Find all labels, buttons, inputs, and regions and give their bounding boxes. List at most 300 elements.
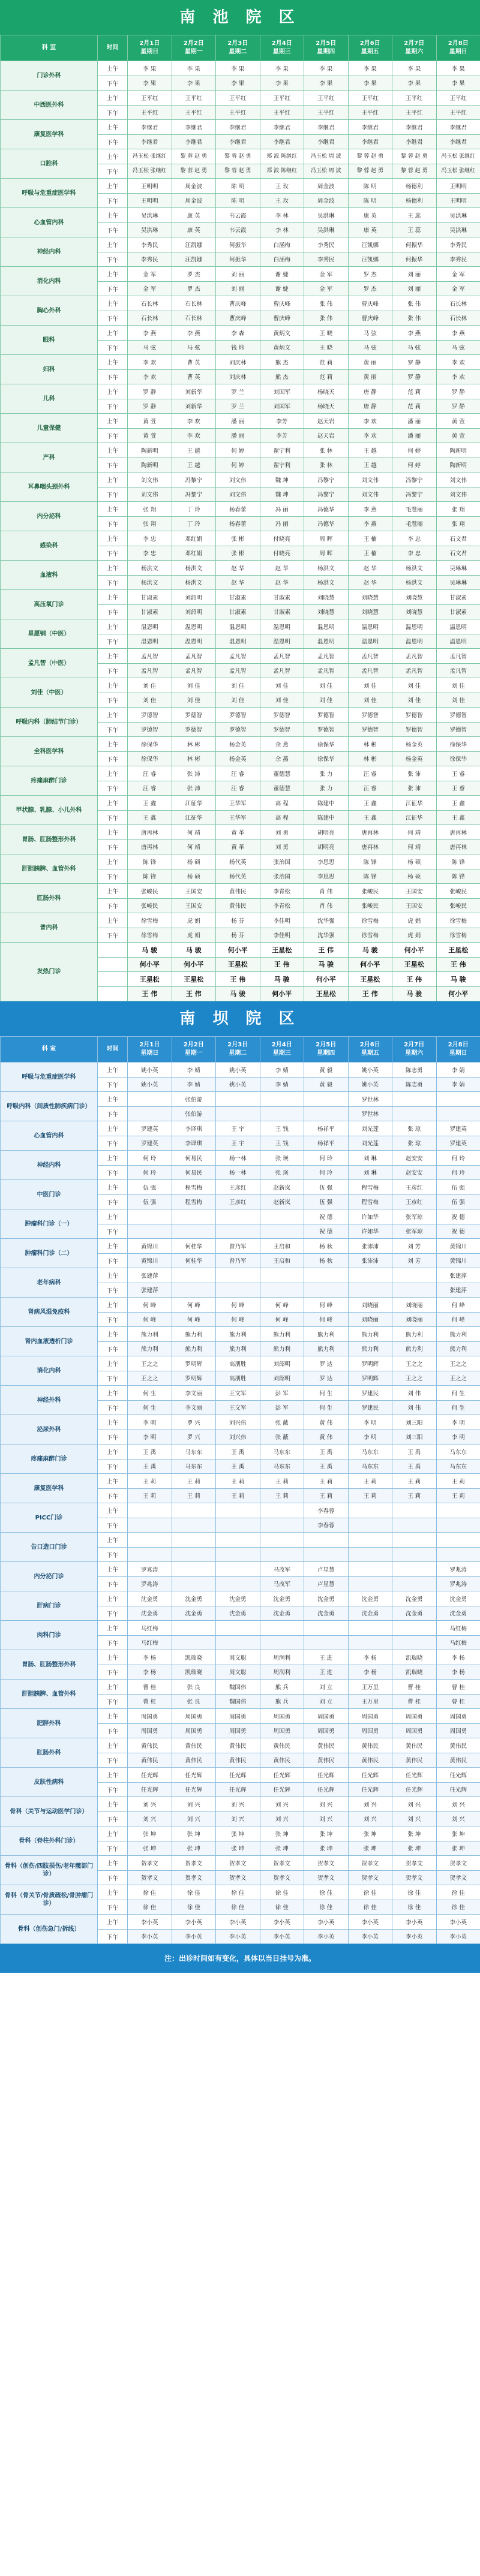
- session-time: 上午: [98, 1885, 128, 1900]
- doctor-cell: 任光辉: [304, 1782, 349, 1797]
- doctor-cell: 李 果: [436, 76, 480, 91]
- doctor-cell: 何 婷: [392, 458, 437, 473]
- doctor-cell: 马东东: [260, 1459, 304, 1474]
- doctor-cell: 刘 芳: [392, 1239, 437, 1254]
- table-row: [1, 1856, 480, 1871]
- doctor-cell: 张 瑛: [260, 1151, 304, 1166]
- doctor-cell: 李 杨: [436, 1650, 480, 1665]
- doctor-cell: 吴洪琳: [304, 208, 349, 223]
- doctor-cell: 王 鑫: [128, 796, 172, 811]
- doctor-cell: 范 莉: [392, 399, 437, 414]
- doctor-cell: 黄 革: [216, 839, 260, 854]
- doctor-cell: 李 欢: [128, 369, 172, 384]
- doctor-cell: 罗明辉: [348, 1371, 392, 1386]
- doctor-cell: 李继君: [348, 120, 392, 135]
- doctor-cell: 陈志勇: [392, 1077, 437, 1092]
- doctor-cell: 潘 丽: [216, 428, 260, 443]
- doctor-cell: 何 峰: [216, 1298, 260, 1313]
- doctor-cell: 张 坤: [260, 1841, 304, 1856]
- doctor-cell: 黄伟民: [216, 884, 260, 899]
- doctor-cell: 何易民: [172, 1165, 216, 1180]
- doctor-cell: 刘 兴: [172, 1797, 216, 1812]
- header-weekday: 星期四: [317, 49, 335, 55]
- doctor-cell: 虎 娟: [172, 913, 216, 928]
- doctor-cell: 程雪梅: [172, 1180, 216, 1195]
- department-name: 神经内科: [1, 237, 98, 267]
- doctor-cell: 李佳明: [260, 913, 304, 928]
- doctor-cell: 李继君: [436, 134, 480, 149]
- doctor-cell: 甘淑素: [436, 604, 480, 619]
- table-row: [1, 414, 480, 429]
- doctor-cell: 何 峰: [172, 1312, 216, 1327]
- doctor-cell: 马 骏: [304, 957, 349, 972]
- doctor-cell: 王明明: [128, 193, 172, 208]
- doctor-cell: [348, 1533, 392, 1548]
- doctor-cell: 李 果: [304, 61, 349, 76]
- session-time: 上午: [98, 443, 128, 458]
- doctor-cell: 刘文伟: [216, 487, 260, 502]
- doctor-cell: 刘 佳: [216, 693, 260, 708]
- doctor-cell: 温恩明: [216, 619, 260, 634]
- table-row: [1, 1768, 480, 1783]
- doctor-cell: 徐 佳: [392, 1900, 437, 1915]
- doctor-cell: 黄锦川: [128, 1239, 172, 1254]
- doctor-cell: 何 生: [436, 1386, 480, 1401]
- doctor-cell: 陈 明: [216, 179, 260, 194]
- doctor-cell: 李继君: [128, 120, 172, 135]
- doctor-cell: 刘 立: [304, 1694, 349, 1709]
- doctor-cell: 王 睿: [436, 766, 480, 781]
- doctor-cell: 罗建民: [348, 1400, 392, 1415]
- doctor-cell: 贺孝文: [392, 1856, 437, 1871]
- doctor-cell: 徐 佳: [436, 1885, 480, 1900]
- doctor-cell: 唐再林: [128, 839, 172, 854]
- doctor-cell: 汪 睿: [128, 781, 172, 796]
- doctor-cell: 李继君: [348, 134, 392, 149]
- doctor-cell: 刘晓慧: [304, 604, 349, 619]
- session-time: 下午: [98, 693, 128, 708]
- doctor-cell: 孟凡智: [216, 663, 260, 678]
- doctor-cell: 刘晓慧: [348, 590, 392, 605]
- doctor-cell: 刘 兴: [304, 1797, 349, 1812]
- doctor-cell: 韦云霞: [216, 222, 260, 237]
- table-row: [1, 561, 480, 576]
- table-row: [1, 1826, 480, 1841]
- doctor-cell: 周国勇: [260, 1709, 304, 1724]
- session-time: 上午: [98, 1797, 128, 1812]
- department-name: 口腔科: [1, 149, 98, 179]
- doctor-cell: 李继君: [260, 134, 304, 149]
- session-time: 下午: [98, 1723, 128, 1738]
- doctor-cell: 熊 杰: [260, 369, 304, 384]
- doctor-cell: [216, 1635, 260, 1650]
- doctor-cell: 李 果: [216, 61, 260, 76]
- session-time: 下午: [98, 1665, 128, 1680]
- session-time: 下午: [98, 869, 128, 884]
- doctor-cell: 王 禹: [216, 1459, 260, 1474]
- doctor-cell: 黄伟民: [216, 1753, 260, 1768]
- table-row: [1, 1709, 480, 1724]
- session-time: 上午: [98, 1298, 128, 1313]
- doctor-cell: 贺孝文: [172, 1870, 216, 1885]
- doctor-cell: 李文丽: [172, 1386, 216, 1401]
- doctor-cell: 刘文伟: [128, 487, 172, 502]
- doctor-cell: 徐保华: [436, 751, 480, 766]
- doctor-cell: 任光辉: [436, 1768, 480, 1783]
- doctor-cell: 周国勇: [172, 1709, 216, 1724]
- department-name: 呼吸内科（肺结节门诊）: [1, 708, 98, 737]
- table-row: [1, 296, 480, 311]
- doctor-cell: 马红梅: [436, 1621, 480, 1636]
- doctor-cell: [172, 1283, 216, 1298]
- doctor-cell: [348, 1621, 392, 1636]
- doctor-cell: 唐再林: [348, 825, 392, 840]
- doctor-cell: 王国安: [392, 898, 437, 913]
- doctor-cell: 马 骏: [172, 943, 216, 958]
- doctor-cell: 张伯游: [172, 1106, 216, 1121]
- header-date: 2月3日: [227, 40, 248, 47]
- doctor-cell: 冯玉松 张继红: [128, 149, 172, 164]
- doctor-cell: 高 程: [260, 810, 304, 825]
- doctor-cell: 黄 萱: [128, 414, 172, 429]
- doctor-cell: 李 燕: [128, 326, 172, 341]
- doctor-cell: 周润利: [260, 1650, 304, 1665]
- doctor-cell: 李思思: [304, 869, 349, 884]
- session-time: 下午: [98, 663, 128, 678]
- doctor-cell: 曹 英: [172, 369, 216, 384]
- session-time: 上午: [98, 854, 128, 869]
- department-name: 皮肤性病科: [1, 1768, 98, 1797]
- doctor-cell: 孟凡智: [348, 649, 392, 664]
- doctor-cell: 刘 丽: [216, 281, 260, 296]
- doctor-cell: 黎 蓉 赵 勇: [392, 149, 437, 164]
- doctor-cell: 冯黎宁: [172, 487, 216, 502]
- column-header-day: [172, 35, 216, 61]
- doctor-cell: 张 翔: [128, 516, 172, 531]
- doctor-cell: 周国勇: [392, 1723, 437, 1738]
- doctor-cell: 李继君: [260, 120, 304, 135]
- doctor-cell: 张 良: [172, 1694, 216, 1709]
- table-row: [1, 708, 480, 723]
- doctor-cell: 何易民: [172, 1151, 216, 1166]
- header-date: 2月5日: [316, 40, 337, 47]
- doctor-cell: 贺孝文: [216, 1870, 260, 1885]
- doctor-cell: 杨代英: [216, 854, 260, 869]
- doctor-cell: 罗德智: [216, 708, 260, 723]
- department-name: 疼痛麻醉门诊: [1, 1445, 98, 1474]
- doctor-cell: 杨洪文: [128, 575, 172, 590]
- doctor-cell: 刘 伟: [392, 1386, 437, 1401]
- table-row: [1, 355, 480, 370]
- doctor-cell: 郑 波 陈继红: [260, 164, 304, 179]
- doctor-cell: 王 玫: [260, 179, 304, 194]
- header-date: 2月1日: [139, 40, 160, 47]
- session-time: 下午: [98, 1870, 128, 1885]
- doctor-cell: 曹庆峰: [260, 296, 304, 311]
- doctor-cell: 李 明: [348, 1415, 392, 1430]
- doctor-cell: 何 生: [304, 1386, 349, 1401]
- doctor-cell: 张建萍: [436, 1283, 480, 1298]
- doctor-cell: [304, 1533, 349, 1548]
- doctor-cell: 罗德智: [392, 708, 437, 723]
- session-time: 上午: [98, 1503, 128, 1518]
- doctor-cell: 刘 伟: [392, 1400, 437, 1415]
- doctor-cell: 周润利: [260, 1665, 304, 1680]
- doctor-cell: [128, 1533, 172, 1548]
- doctor-cell: 周国勇: [172, 1723, 216, 1738]
- doctor-cell: 刘三阳: [392, 1415, 437, 1430]
- session-time: 下午: [98, 634, 128, 649]
- doctor-cell: 沈金勇: [128, 1606, 172, 1621]
- doctor-cell: 刘晓丽: [348, 1298, 392, 1313]
- doctor-cell: 刘 兴: [348, 1811, 392, 1826]
- doctor-cell: 黄伟民: [348, 1738, 392, 1753]
- doctor-cell: [216, 1209, 260, 1224]
- doctor-cell: 罗 杰: [172, 281, 216, 296]
- doctor-cell: [216, 1547, 260, 1562]
- doctor-cell: [392, 1547, 437, 1562]
- doctor-cell: 温恩明: [436, 634, 480, 649]
- doctor-cell: 张 沛: [392, 781, 437, 796]
- doctor-cell: 王文军: [216, 1386, 260, 1401]
- department-name: 康复医学科: [1, 120, 98, 149]
- doctor-cell: 沈金勇: [260, 1606, 304, 1621]
- session-time: 下午: [98, 1224, 128, 1239]
- session-time: 下午: [98, 604, 128, 619]
- doctor-cell: 马 骏: [392, 986, 437, 1001]
- doctor-cell: 唐再林: [436, 825, 480, 840]
- doctor-cell: [128, 1209, 172, 1224]
- doctor-cell: 黄伟民: [128, 1753, 172, 1768]
- doctor-cell: 赵安安: [392, 1165, 437, 1180]
- doctor-cell: [260, 1621, 304, 1636]
- session-time: 上午: [98, 708, 128, 723]
- department-name: 眼科: [1, 326, 98, 355]
- doctor-cell: 毛慧丽: [392, 516, 437, 531]
- doctor-cell: 刘 丽: [392, 281, 437, 296]
- department-name: 耳鼻咽头颈外科: [1, 473, 98, 502]
- doctor-cell: 王 莉: [392, 1474, 437, 1489]
- doctor-cell: 林 彬: [172, 751, 216, 766]
- doctor-cell: 张军琼: [392, 1224, 437, 1239]
- doctor-cell: 李秀民: [304, 237, 349, 252]
- doctor-cell: [128, 1547, 172, 1562]
- doctor-cell: 姚小英: [128, 1077, 172, 1092]
- department-name: 康复医学科: [1, 1474, 98, 1503]
- doctor-cell: 黄伟民: [392, 1753, 437, 1768]
- doctor-cell: 周文聪: [216, 1650, 260, 1665]
- doctor-cell: 刘新华: [172, 384, 216, 399]
- doctor-cell: 何 婷: [216, 443, 260, 458]
- doctor-cell: 李 婧: [260, 1063, 304, 1078]
- doctor-cell: 熊力利: [348, 1327, 392, 1342]
- doctor-cell: 杨祥平: [304, 1136, 349, 1151]
- doctor-cell: 李 欢: [348, 428, 392, 443]
- column-header-day: [216, 35, 260, 61]
- doctor-cell: 张沛沛: [348, 1253, 392, 1268]
- doctor-cell: 张治国: [260, 854, 304, 869]
- doctor-cell: 李 忠: [128, 531, 172, 546]
- column-header-day: [304, 1037, 349, 1063]
- session-time: 上午: [98, 414, 128, 429]
- doctor-cell: 王星松: [348, 972, 392, 987]
- doctor-cell: 徐 佳: [392, 1885, 437, 1900]
- department-name: 骨科（创伤/四肢损伤/老年髋部门诊）: [1, 1856, 98, 1885]
- doctor-cell: 马红梅: [128, 1635, 172, 1650]
- doctor-cell: 孟凡智: [304, 663, 349, 678]
- table-row: [1, 1680, 480, 1695]
- doctor-cell: 任光辉: [216, 1782, 260, 1797]
- doctor-cell: 李 杨: [348, 1650, 392, 1665]
- table-row: [1, 61, 480, 76]
- doctor-cell: 冯黎宁: [304, 487, 349, 502]
- doctor-cell: 余 燕: [260, 737, 304, 752]
- doctor-cell: [260, 1503, 304, 1518]
- doctor-cell: 刘 丽: [392, 267, 437, 282]
- doctor-cell: 罗德智: [348, 722, 392, 737]
- doctor-cell: 李小英: [260, 1929, 304, 1944]
- doctor-cell: 沈金勇: [348, 1606, 392, 1621]
- doctor-cell: 王 鑫: [128, 810, 172, 825]
- doctor-cell: 罗 静: [128, 384, 172, 399]
- doctor-cell: 罗建英: [128, 1136, 172, 1151]
- doctor-cell: 杨洪文: [392, 561, 437, 576]
- doctor-cell: [348, 1547, 392, 1562]
- session-time: 上午: [98, 1474, 128, 1489]
- doctor-cell: 孟凡智: [392, 649, 437, 664]
- table-row: [1, 1298, 480, 1313]
- session-time: 下午: [98, 928, 128, 943]
- doctor-cell: 刘 琳: [348, 1151, 392, 1166]
- doctor-cell: 杨晓天: [304, 399, 349, 414]
- header-weekday: 星期二: [229, 1050, 247, 1057]
- doctor-cell: 胡明亮: [304, 825, 349, 840]
- doctor-cell: 温恩明: [436, 619, 480, 634]
- doctor-cell: 康 英: [348, 222, 392, 237]
- session-time: 上午: [98, 61, 128, 76]
- doctor-cell: 冯黎宁: [304, 473, 349, 487]
- doctor-cell: 孟凡智: [436, 663, 480, 678]
- doctor-cell: 白涵梅: [260, 252, 304, 267]
- session-time: 上午: [98, 1826, 128, 1841]
- doctor-cell: 徐 佳: [260, 1885, 304, 1900]
- doctor-cell: 贺孝文: [216, 1856, 260, 1871]
- doctor-cell: 王 禹: [304, 1459, 349, 1474]
- doctor-cell: 凯瑞晓: [172, 1650, 216, 1665]
- doctor-cell: 刘 佳: [172, 678, 216, 693]
- doctor-cell: 徐 佳: [216, 1885, 260, 1900]
- doctor-cell: 石长林: [172, 296, 216, 311]
- doctor-cell: 熊力利: [436, 1341, 480, 1356]
- session-time: 下午: [98, 193, 128, 208]
- doctor-cell: 刘国军: [260, 384, 304, 399]
- doctor-cell: 王平红: [216, 91, 260, 106]
- doctor-cell: 李秀民: [128, 252, 172, 267]
- doctor-cell: 黄伟民: [436, 1738, 480, 1753]
- doctor-cell: 罗 静: [392, 369, 437, 384]
- doctor-cell: 刘国军: [260, 399, 304, 414]
- doctor-cell: 黄 丽: [348, 369, 392, 384]
- department-name: 神经外科: [1, 1386, 98, 1415]
- doctor-cell: 李 婧: [436, 1077, 480, 1092]
- doctor-cell: 王 伟: [304, 943, 349, 958]
- doctor-cell: [216, 1503, 260, 1518]
- doctor-cell: 陶新明: [128, 443, 172, 458]
- doctor-cell: [260, 1518, 304, 1533]
- header-weekday: 星期日: [449, 1050, 467, 1057]
- doctor-cell: 李小英: [392, 1929, 437, 1944]
- doctor-cell: 何小平: [128, 957, 172, 972]
- doctor-cell: 何 生: [304, 1400, 349, 1415]
- department-name: PICC门诊: [1, 1503, 98, 1533]
- doctor-cell: 周文聪: [216, 1665, 260, 1680]
- doctor-cell: 李 明: [128, 1430, 172, 1445]
- doctor-cell: 金 军: [304, 267, 349, 282]
- doctor-cell: 李春蓉: [304, 1518, 349, 1533]
- doctor-cell: 任光辉: [172, 1782, 216, 1797]
- doctor-cell: 曾乃军: [216, 1239, 260, 1254]
- doctor-cell: 周国勇: [216, 1723, 260, 1738]
- doctor-cell: 何 峰: [260, 1298, 304, 1313]
- doctor-cell: 甘淑素: [436, 590, 480, 605]
- session-time: 上午: [98, 1650, 128, 1665]
- doctor-cell: 付晓亮: [260, 531, 304, 546]
- doctor-cell: 何 靖: [172, 825, 216, 840]
- session-time: 下午: [98, 1929, 128, 1944]
- department-name: 神经内科: [1, 1151, 98, 1180]
- doctor-cell: 何 峰: [216, 1312, 260, 1327]
- doctor-cell: 徐雪梅: [436, 913, 480, 928]
- doctor-cell: 王 进: [304, 1650, 349, 1665]
- doctor-cell: 黄伟民: [348, 1753, 392, 1768]
- doctor-cell: 曾乃军: [216, 1253, 260, 1268]
- doctor-cell: 黄锦川: [128, 1253, 172, 1268]
- doctor-cell: 刘 芳: [392, 1253, 437, 1268]
- table-header-row: [1, 1037, 480, 1063]
- footer-notice: 注：出诊时间如有变化，具体以当日挂号为准。: [0, 1944, 480, 1973]
- session-time: 下午: [98, 751, 128, 766]
- doctor-cell: 何 峰: [304, 1312, 349, 1327]
- doctor-cell: 张 坤: [392, 1841, 437, 1856]
- doctor-cell: 马东东: [172, 1445, 216, 1459]
- doctor-cell: [348, 1503, 392, 1518]
- doctor-cell: 刘韶明: [172, 590, 216, 605]
- doctor-cell: 唐 静: [348, 384, 392, 399]
- doctor-cell: 王彦红: [392, 1194, 437, 1209]
- doctor-cell: 林 彬: [348, 737, 392, 752]
- doctor-cell: 陶新明: [128, 458, 172, 473]
- doctor-cell: 翟宁利: [260, 458, 304, 473]
- doctor-cell: 姚小英: [128, 1063, 172, 1078]
- doctor-cell: 王 伟: [128, 986, 172, 1001]
- doctor-cell: 张军琼: [392, 1209, 437, 1224]
- header-weekday: 星期二: [229, 49, 247, 55]
- doctor-cell: 温恩明: [260, 619, 304, 634]
- doctor-cell: 熊力利: [216, 1327, 260, 1342]
- doctor-cell: 杨 硕: [172, 869, 216, 884]
- doctor-cell: 陈 明: [216, 193, 260, 208]
- doctor-cell: 王 鑫: [348, 796, 392, 811]
- doctor-cell: 王国安: [172, 898, 216, 913]
- doctor-cell: 李 忠: [392, 531, 437, 546]
- doctor-cell: 罗德智: [216, 722, 260, 737]
- table-row: [1, 590, 480, 605]
- doctor-cell: 李芳: [260, 428, 304, 443]
- doctor-cell: 董德慧: [260, 781, 304, 796]
- doctor-cell: 刘 佳: [348, 693, 392, 708]
- doctor-cell: 李 果: [392, 61, 437, 76]
- column-header-day: [128, 35, 172, 61]
